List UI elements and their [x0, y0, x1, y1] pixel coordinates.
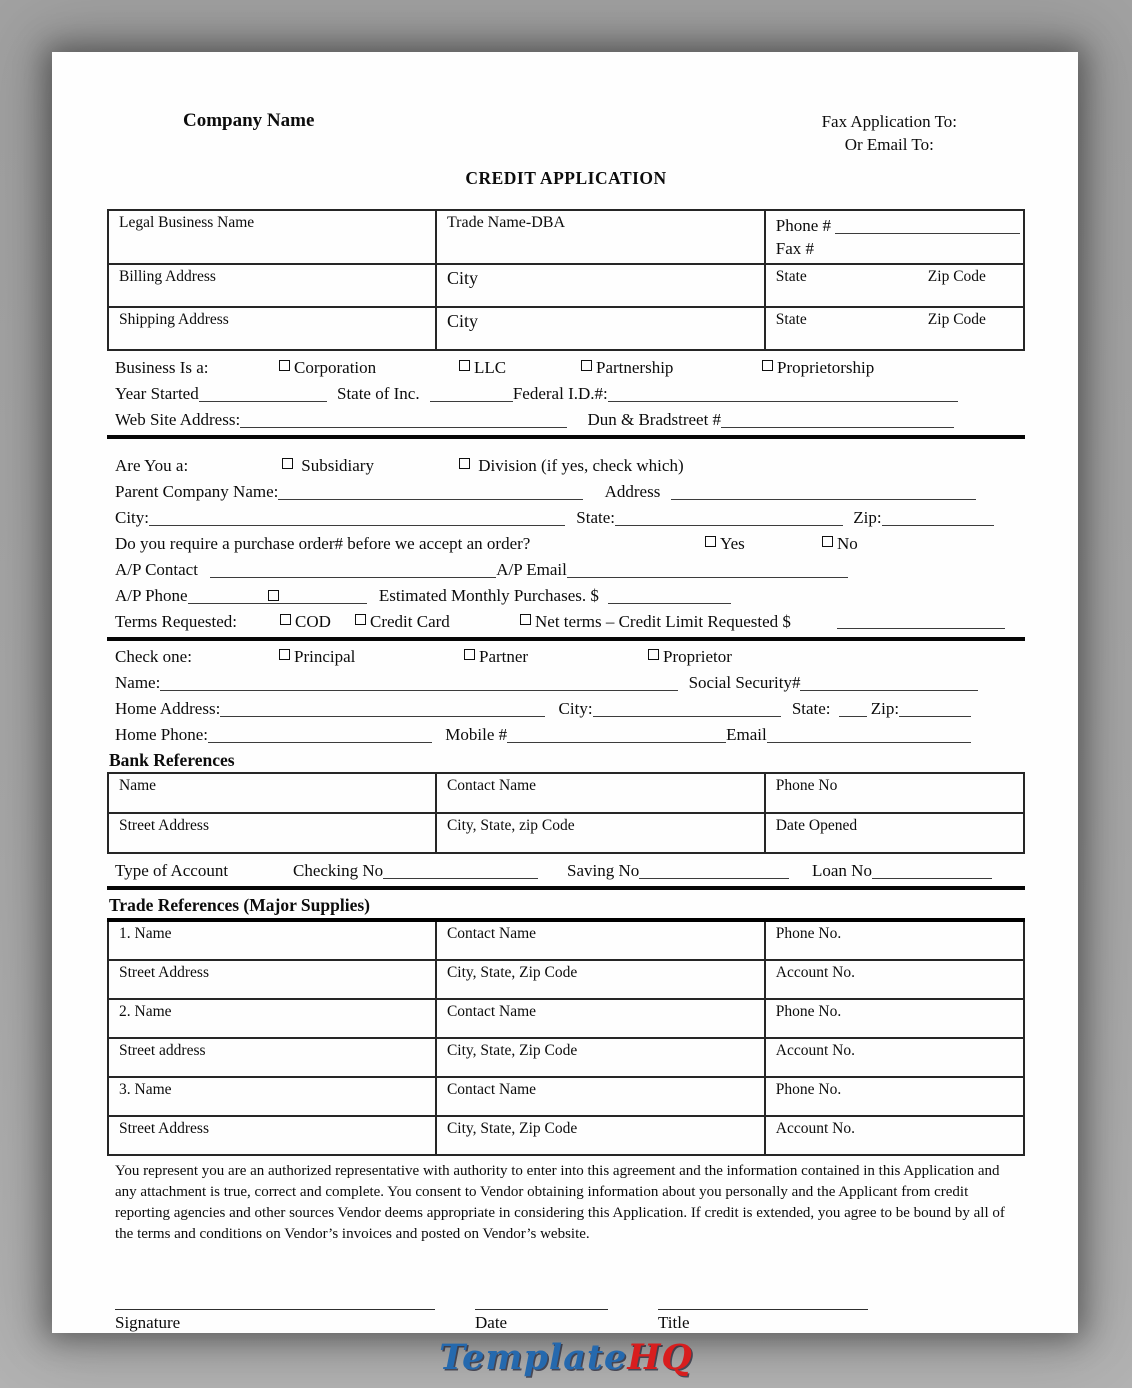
checkbox-division-icon[interactable]: [459, 458, 470, 469]
table-row: [108, 1077, 1024, 1116]
trade-cell[interactable]: Phone No.: [765, 1077, 1024, 1116]
name-label: Name:: [115, 673, 161, 692]
purchase-order-line: [115, 531, 1025, 557]
table-row: [108, 1116, 1024, 1155]
field-year-started[interactable]: [199, 382, 327, 402]
website-label: Web Site Address:: [115, 410, 241, 429]
business-is-label: Business Is a:: [115, 358, 209, 377]
ap-contact-label: A/P Contact: [115, 560, 198, 579]
terms-requested-label: Terms Requested:: [115, 612, 238, 631]
date-field-group: [475, 1291, 608, 1333]
field-mobile[interactable]: [507, 723, 726, 743]
shipping-address-cell[interactable]: Shipping Address: [108, 307, 436, 350]
billing-address-cell[interactable]: Billing Address: [108, 264, 436, 307]
state-label: State:: [576, 508, 615, 527]
cod-label: COD: [295, 612, 331, 631]
field-estimated-monthly[interactable]: [608, 584, 731, 604]
year-started-line: [115, 381, 1025, 407]
checkbox-corporation-icon[interactable]: [279, 360, 290, 371]
no-label: No: [837, 534, 858, 553]
trade-cell[interactable]: City, State, Zip Code: [436, 960, 765, 999]
checkbox-partnership-icon[interactable]: [581, 360, 592, 371]
table-row: [108, 1038, 1024, 1077]
field-title[interactable]: [658, 1291, 868, 1310]
field-home-city[interactable]: [593, 697, 781, 717]
ap-phone-line: [115, 583, 1025, 609]
checkbox-credit-card-icon[interactable]: [355, 614, 366, 625]
field-website[interactable]: [240, 408, 567, 428]
home-phone-line: [115, 722, 1025, 748]
field-parent-address[interactable]: [671, 480, 976, 500]
signature-block: [115, 1291, 1025, 1333]
billing-city-cell[interactable]: City: [436, 264, 765, 307]
field-loan-no[interactable]: [872, 859, 992, 879]
bank-references-heading: Bank References: [109, 750, 235, 770]
estimated-monthly-label: Estimated Monthly Purchases. $: [378, 586, 599, 605]
bank-name-cell[interactable]: Name: [108, 773, 436, 813]
zip-code-label: Zip Code: [927, 311, 986, 328]
fax-application-to: Fax Application To:: [821, 112, 957, 131]
bank-csz-cell[interactable]: City, State, zip Code: [436, 813, 765, 853]
logo-template-text: Template: [439, 1337, 628, 1378]
principal-name-line: [115, 670, 1025, 696]
field-parent-state[interactable]: [615, 506, 843, 526]
are-you-line: [115, 453, 1025, 479]
parent-company-label: Parent Company Name:: [115, 482, 279, 501]
table-row: [108, 920, 1024, 960]
trade-cell[interactable]: Street Address: [108, 1116, 436, 1155]
llc-label: LLC: [474, 358, 507, 377]
field-parent-zip[interactable]: [882, 506, 994, 526]
trade-cell[interactable]: Account No.: [765, 1038, 1024, 1077]
year-started-label: Year Started: [115, 384, 199, 403]
bank-contact-cell[interactable]: Contact Name: [436, 773, 765, 813]
dun-bradstreet-label: Dun & Bradstreet #: [587, 410, 722, 429]
ap-contact-line: [115, 557, 1025, 583]
section-divider: [107, 435, 1025, 439]
billing-state-zip-cell[interactable]: [765, 264, 1024, 307]
ap-email-label: A/P Email: [496, 560, 567, 579]
title-label: Title: [658, 1313, 690, 1332]
website-line: [115, 407, 1025, 433]
checkbox-llc-icon[interactable]: [459, 360, 470, 371]
state-of-inc-label: State of Inc.: [336, 384, 420, 403]
trade-cell[interactable]: Contact Name: [436, 999, 765, 1038]
loan-no-label: Loan No: [812, 861, 872, 880]
templatehq-logo: [0, 1337, 1132, 1378]
type-of-account-label: Type of Account: [115, 861, 229, 880]
field-date[interactable]: [475, 1291, 608, 1310]
field-credit-limit[interactable]: [837, 609, 1005, 629]
bank-date-opened-cell[interactable]: Date Opened: [765, 813, 1024, 853]
trade-cell[interactable]: Street address: [108, 1038, 436, 1077]
home-phone-label: Home Phone:: [115, 725, 209, 744]
city-label: City:: [558, 699, 593, 718]
trade-cell[interactable]: Phone No.: [765, 999, 1024, 1038]
section-divider: [107, 886, 1025, 890]
check-one-label: Check one:: [115, 647, 192, 666]
field-saving-no[interactable]: [639, 859, 789, 879]
field-federal-id[interactable]: [608, 382, 958, 402]
bank-phone-cell[interactable]: Phone No: [765, 773, 1024, 813]
po-question: Do you require a purchase order# before we accept an order?: [115, 534, 531, 553]
field-home-state[interactable]: [839, 697, 867, 717]
corporation-label: Corporation: [294, 358, 377, 377]
proprietorship-label: Proprietorship: [777, 358, 875, 377]
field-parent-city[interactable]: [149, 506, 565, 526]
legal-agreement-text: You represent you are an authorized representative with authority to enter into this agreement and the information contained in this Application and any attachment is true, correct and complete. You consent to Vendor obtaining information about you personally and the Applicant from credit reporting agencies and other sources Vendor deems appropriate in considering this Application. If credit is extended, you agree to be bound by all of the terms and conditions on Vendor’s invoices and posted on Vendor’s website.: [115, 1163, 1005, 1242]
checkbox-partner-icon[interactable]: [464, 649, 475, 660]
trade-cell[interactable]: 2. Name: [108, 999, 436, 1038]
zip-label: Zip:: [870, 699, 900, 718]
federal-id-label: Federal I.D.#:: [512, 384, 608, 403]
company-name: Company Name: [183, 110, 315, 131]
trade-cell[interactable]: City, State, Zip Code: [436, 1038, 765, 1077]
shipping-state-zip-cell[interactable]: [765, 307, 1024, 350]
trade-references-heading: Trade References (Major Supplies): [109, 895, 370, 915]
state-label: State:: [791, 699, 831, 718]
checkbox-subsidiary-icon[interactable]: [282, 458, 293, 469]
business-type-line: [115, 355, 1025, 381]
credit-card-label: Credit Card: [370, 612, 450, 631]
parent-city-line: [115, 505, 1025, 531]
yes-label: Yes: [720, 534, 745, 553]
partner-label: Partner: [479, 647, 529, 666]
section-divider: [107, 637, 1025, 641]
proprietor-label: Proprietor: [663, 647, 732, 666]
signature-field-group: [115, 1291, 435, 1333]
field-dun-bradstreet[interactable]: [721, 408, 954, 428]
field-home-phone[interactable]: [208, 723, 432, 743]
signature-label: Signature: [115, 1313, 181, 1332]
type-of-account-line: [115, 858, 1025, 884]
field-email[interactable]: [767, 723, 971, 743]
email-label: Email: [726, 725, 767, 744]
table-row: [108, 210, 1024, 264]
title-field-group: [658, 1291, 868, 1333]
trade-cell[interactable]: Contact Name: [436, 920, 765, 960]
principal-label: Principal: [294, 647, 356, 666]
table-row: [108, 999, 1024, 1038]
net-terms-label: Net terms – Credit Limit Requested $: [535, 612, 791, 631]
trade-name-cell[interactable]: Trade Name-DBA: [436, 210, 765, 264]
checkbox-po-yes-icon[interactable]: [705, 536, 716, 547]
saving-no-label: Saving No: [567, 861, 640, 880]
are-you-label: Are You a:: [115, 456, 189, 475]
subsidiary-label: Subsidiary: [301, 456, 374, 475]
check-one-line: [115, 644, 1025, 670]
fax-email-block: [822, 110, 957, 156]
checkbox-cod-icon[interactable]: [280, 614, 291, 625]
trade-cell[interactable]: Street Address: [108, 960, 436, 999]
logo-hq-text: HQ: [627, 1337, 693, 1378]
state-label: State: [775, 268, 807, 285]
checkbox-principal-icon[interactable]: [279, 649, 290, 660]
field-home-zip[interactable]: [899, 697, 971, 717]
checkbox-po-no-icon[interactable]: [822, 536, 833, 547]
trade-cell[interactable]: Phone No.: [765, 920, 1024, 960]
trade-cell[interactable]: Account No.: [765, 960, 1024, 999]
partnership-label: Partnership: [596, 358, 674, 377]
bank-street-cell[interactable]: Street Address: [108, 813, 436, 853]
phone-label: Phone #: [775, 216, 832, 235]
trade-cell[interactable]: 3. Name: [108, 1077, 436, 1116]
field-home-address[interactable]: [220, 697, 545, 717]
terms-requested-line: [115, 609, 1025, 635]
legal-business-name-cell[interactable]: Legal Business Name: [108, 210, 436, 264]
or-email-to: Or Email To:: [844, 135, 934, 154]
mobile-label: Mobile #: [445, 725, 508, 744]
field-signature[interactable]: [115, 1291, 435, 1310]
zip-code-label: Zip Code: [927, 268, 986, 285]
table-row: [108, 960, 1024, 999]
checking-no-label: Checking No: [293, 861, 384, 880]
trade-cell[interactable]: Contact Name: [436, 1077, 765, 1116]
field-ap-contact[interactable]: [210, 558, 496, 578]
trade-references-table: [107, 918, 1025, 1156]
division-label: Division (if yes, check which): [478, 456, 684, 475]
trade-cell[interactable]: City, State, Zip Code: [436, 1116, 765, 1155]
business-info-table: [107, 209, 1025, 351]
home-address-label: Home Address:: [115, 699, 221, 718]
field-principal-name[interactable]: [160, 671, 678, 691]
table-row: [108, 813, 1024, 853]
form-title: CREDIT APPLICATION: [465, 168, 667, 188]
state-label: State: [775, 311, 807, 328]
checkbox-proprietor-icon[interactable]: [648, 649, 659, 660]
shipping-city-cell[interactable]: City: [436, 307, 765, 350]
table-row: [108, 307, 1024, 350]
document-page: [52, 52, 1078, 1333]
ssn-label: Social Security#: [688, 673, 801, 692]
document-header: [107, 110, 1025, 156]
field-ap-email[interactable]: [567, 558, 848, 578]
table-row: [108, 773, 1024, 813]
ap-phone-label: A/P Phone: [115, 586, 188, 605]
zip-label: Zip:: [853, 508, 882, 527]
checkbox-net-terms-icon[interactable]: [520, 614, 531, 625]
fax-label[interactable]: Fax #: [775, 239, 815, 258]
checkbox-proprietorship-icon[interactable]: [762, 360, 773, 371]
field-phone[interactable]: [835, 214, 1020, 234]
bank-references-table: [107, 772, 1025, 854]
checkbox-ap-phone-icon[interactable]: [268, 590, 279, 601]
home-address-line: [115, 696, 1025, 722]
parent-company-line: [115, 479, 1025, 505]
field-state-of-inc[interactable]: [430, 382, 513, 402]
parent-address-label: Address: [604, 482, 661, 501]
field-parent-company[interactable]: [278, 480, 583, 500]
city-label: City:: [115, 508, 150, 527]
trade-cell[interactable]: Account No.: [765, 1116, 1024, 1155]
table-row: [108, 264, 1024, 307]
field-ssn[interactable]: [800, 671, 978, 691]
phone-fax-cell: [765, 210, 1024, 264]
trade-cell[interactable]: 1. Name: [108, 920, 436, 960]
field-checking-no[interactable]: [383, 859, 538, 879]
field-ap-phone[interactable]: [188, 584, 367, 604]
date-label: Date: [475, 1313, 508, 1332]
